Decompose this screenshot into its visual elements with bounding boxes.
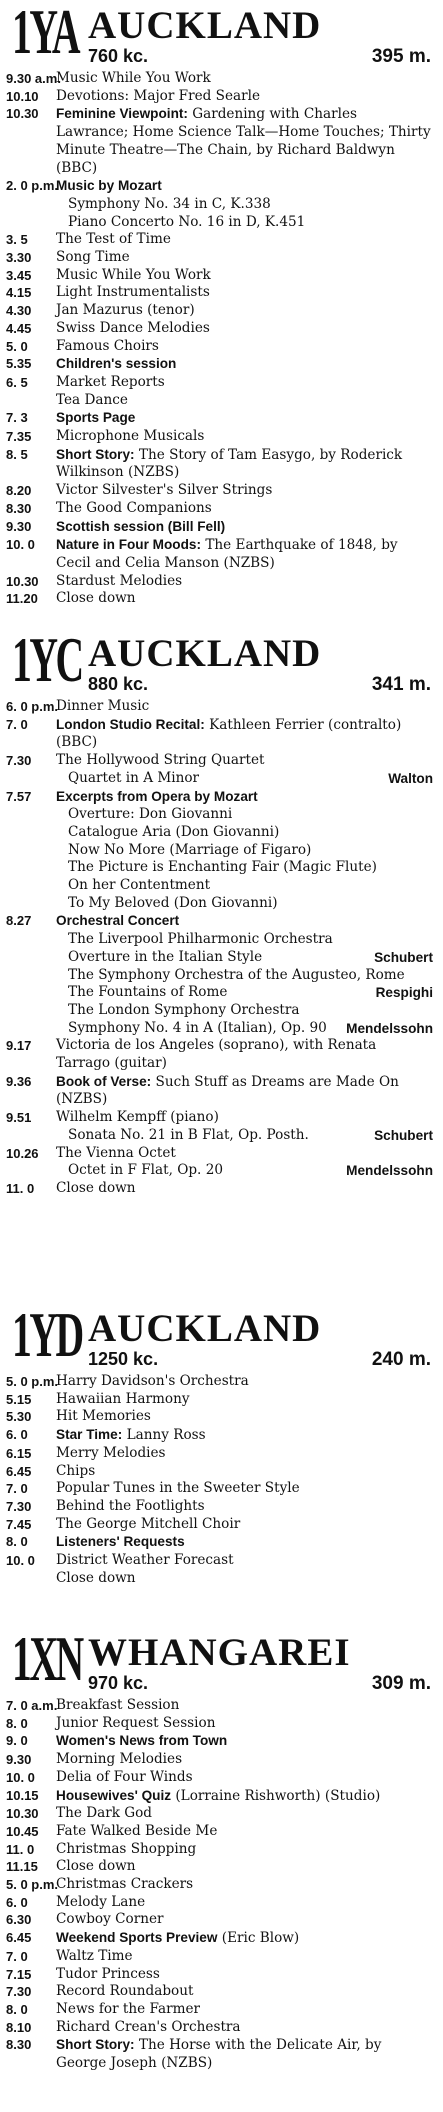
programme-time: 10. 0 (6, 1769, 35, 1785)
station-1yc (0, 624, 443, 1198)
programme-title: Delia of Four Winds (56, 1768, 193, 1785)
programme-item (0, 302, 443, 320)
programme-subitem (56, 770, 433, 788)
programme-subitem: The Liverpool Philharmonic Orchestra (68, 931, 333, 948)
work-title: Symphony No. 4 in A (Italian), Op. 90 (68, 1019, 327, 1036)
programme-item (0, 231, 443, 249)
programme-time: 7. 0 (6, 716, 28, 732)
programme-time: 4.45 (6, 320, 32, 336)
programme-item (0, 500, 443, 518)
programme-item (0, 177, 443, 231)
programme-item (0, 573, 443, 591)
station-header (0, 0, 443, 70)
programme-time: 7.30 (6, 1498, 32, 1514)
programme-time: 8.20 (6, 483, 32, 499)
programme-item (0, 788, 443, 913)
programme-title: Listeners' Requests (56, 1534, 185, 1550)
programme-title: Microphone Musicals (56, 428, 205, 445)
programme-time: 4.15 (6, 285, 32, 301)
station-city: WHANGAREI (88, 1631, 351, 1674)
programme-item (0, 2036, 443, 2072)
composer-name: Mendelssohn (346, 1020, 433, 1036)
programme-title: Close down (56, 1858, 136, 1875)
programme-subitem (56, 949, 433, 967)
programme-title: Children's session (56, 356, 177, 372)
programme-title: Behind the Footlights (56, 1497, 205, 1514)
programme-subitem: The Symphony Orchestra of the Augusteo, Rome (68, 966, 405, 983)
programme-item (0, 1823, 443, 1841)
composer-name: Schubert (374, 1127, 433, 1143)
station-wavelength: 395 m. (371, 46, 431, 67)
programme-item (0, 1983, 443, 2001)
programme-subitem: Overture: Don Giovanni (68, 806, 233, 823)
programme-time: 7. 3 (6, 410, 28, 426)
programme-title: Morning Melodies (56, 1751, 183, 1768)
programme-title: Song Time (56, 249, 130, 266)
programme-time: 8. 0 (6, 1715, 28, 1731)
programme-time: 7.30 (6, 1984, 32, 2000)
programme-title: Popular Tunes in the Sweeter Style (56, 1480, 300, 1497)
station-call-sign: 1YA (12, 0, 79, 67)
station-wavelength: 341 m. (371, 674, 431, 695)
programme-list (0, 1373, 443, 1587)
work-title: Octet in F Flat, Op. 20 (68, 1162, 224, 1179)
programme-time: 9.17 (6, 1038, 32, 1054)
programme-time: 7.30 (6, 753, 32, 769)
programme-title: Light Instrumentalists (56, 284, 210, 301)
programme-detail: The Earthquake of 1848, by Cecil and Celia Manson (NZBS) (56, 537, 398, 571)
programme-title: Music While You Work (56, 266, 211, 283)
programme-title: Wilhelm Kempff (piano) (56, 1109, 219, 1126)
programme-item (0, 1498, 443, 1516)
programme-list (0, 1697, 443, 2073)
station-wavelength: 240 m. (371, 1349, 431, 1370)
programme-item (0, 1911, 443, 1929)
programme-time: 10. 0 (6, 537, 35, 553)
programme-subitem: Piano Concerto No. 16 in D, K.451 (68, 213, 306, 230)
programme-time: 5. 0 p.m. (6, 1877, 59, 1893)
programme-item (0, 1787, 443, 1806)
programme-item (0, 1180, 443, 1198)
station-city: AUCKLAND (88, 632, 322, 675)
programme-time: 10.15 (6, 1787, 39, 1803)
programme-item (0, 1073, 443, 1109)
programme-time: 9.30 a.m. (6, 71, 61, 86)
programme-item (0, 1426, 443, 1445)
programme-subitem: Symphony No. 34 in C, K.338 (68, 195, 271, 212)
programme-time: 3.30 (6, 250, 32, 266)
programme-detail: Gardening with Charles Lawrance; Home Science Talk—Home Touches; Thirty Minute Theatre—The Chain, by Richard Baldwyn (BBC) (56, 106, 431, 176)
programme-title: Victoria de los Angeles (soprano), with Renata Tarrago (guitar) (56, 1037, 377, 1072)
station-call-sign: 1XN (12, 1623, 82, 1694)
programme-time: 10.10 (6, 88, 39, 104)
programme-title: The Hollywood String Quartet (56, 752, 265, 769)
programme-time: 8.30 (6, 2037, 32, 2053)
programme-title: Star Time: (56, 1427, 123, 1443)
programme-followup: Close down (56, 1569, 136, 1586)
programme-title: Hawaiian Harmony (56, 1390, 190, 1407)
programme-item (0, 1373, 443, 1391)
programme-title: Victor Silvester's Silver Strings (56, 482, 273, 499)
programme-title: Merry Melodies (56, 1444, 166, 1461)
programme-item (0, 1715, 443, 1733)
composer-name: Mendelssohn (346, 1163, 433, 1179)
programme-time: 11.20 (6, 591, 38, 607)
programme-time: 8. 0 (6, 2001, 28, 2017)
programme-time: 8. 0 (6, 1534, 28, 1550)
programme-title: Book of Verse: (56, 1073, 152, 1089)
programme-time: 4.30 (6, 303, 32, 319)
programme-item (0, 1037, 443, 1072)
programme-item (0, 912, 443, 1037)
programme-item (0, 1391, 443, 1409)
programme-time: 8. 5 (6, 446, 28, 462)
programme-title: Market Reports (56, 373, 165, 390)
programme-item (0, 338, 443, 356)
programme-title: Hit Memories (56, 1408, 151, 1425)
programme-time: 2. 0 p.m. (6, 178, 59, 194)
programme-title: Cowboy Corner (56, 1911, 164, 1928)
programme-time: 7. 0 (6, 1481, 28, 1497)
programme-time: 6. 0 p.m. (6, 699, 59, 714)
station-frequency: 970 kc. (88, 1673, 149, 1693)
programme-subitem (56, 1162, 433, 1180)
programme-title: Breakfast Session (56, 1697, 180, 1713)
programme-title: The Good Companions (56, 499, 212, 516)
station-1yd (0, 1299, 443, 1587)
programme-time: 9. 0 (6, 1733, 28, 1749)
programme-item (0, 1516, 443, 1534)
work-title: The Fountains of Rome (68, 984, 228, 1001)
programme-item (0, 1697, 443, 1715)
station-city: AUCKLAND (88, 1307, 322, 1350)
programme-time: 6.45 (6, 1930, 32, 1946)
composer-name: Respighi (375, 985, 433, 1001)
programme-subitem: To My Beloved (Don Giovanni) (68, 894, 278, 911)
programme-item (0, 374, 443, 409)
programme-title: Devotions: Major Fred Searle (56, 87, 261, 104)
programme-time: 7. 0 (6, 1948, 28, 1964)
programme-item (0, 249, 443, 267)
programme-time: 7.45 (6, 1516, 32, 1532)
programme-time: 6.15 (6, 1445, 32, 1461)
programme-detail: The Story of Tam Easygo, by Roderick Wilkinson (NZBS) (56, 446, 403, 481)
station-header (0, 624, 443, 698)
programme-time: 9.30 (6, 518, 32, 534)
programme-item (0, 446, 443, 482)
work-title: Overture in the Italian Style (68, 948, 263, 965)
programme-item (0, 1445, 443, 1463)
programme-subitem (56, 1127, 433, 1145)
programme-title: Scottish session (Bill Fell) (56, 518, 226, 534)
programme-item (0, 1408, 443, 1426)
programme-item (0, 1894, 443, 1912)
programme-detail: Lanny Ross (126, 1427, 206, 1444)
station-city: AUCKLAND (88, 4, 322, 47)
programme-title: Melody Lane (56, 1893, 146, 1910)
programme-subitem: The London Symphony Orchestra (68, 1001, 300, 1018)
work-title: Sonata No. 21 in B Flat, Op. Posth. (68, 1126, 309, 1143)
composer-name: Walton (388, 770, 433, 786)
programme-title: Music by Mozart (56, 178, 162, 194)
programme-item (0, 1109, 443, 1144)
station-1xn (0, 1623, 443, 2073)
programme-item (0, 70, 443, 88)
programme-time: 9.36 (6, 1073, 32, 1089)
programme-item (0, 267, 443, 285)
station-frequency: 760 kc. (88, 46, 149, 66)
programme-title: Famous Choirs (56, 337, 159, 354)
programme-item (0, 536, 443, 572)
programme-item (0, 1805, 443, 1823)
programme-title: Nature in Four Moods: (56, 537, 201, 553)
station-header (0, 1299, 443, 1373)
programme-item (0, 716, 443, 752)
programme-detail: (Eric Blow) (221, 1930, 300, 1947)
programme-list (0, 698, 443, 1198)
programme-time: 5.35 (6, 356, 32, 372)
programme-title: Harry Davidson's Orchestra (56, 1373, 249, 1389)
programme-time: 10.26 (6, 1145, 39, 1161)
programme-followup: Tea Dance (56, 391, 128, 408)
programme-item (0, 409, 443, 428)
programme-time: 6. 0 (6, 1427, 28, 1443)
programme-detail: Such Stuff as Dreams are Made On (NZBS) (56, 1073, 399, 1108)
programme-detail: (Lorraine Rishworth) (Studio) (175, 1787, 381, 1804)
programme-item (0, 355, 443, 374)
programme-title: Short Story: (56, 446, 135, 462)
programme-title: The Test of Time (56, 231, 171, 248)
station-call-sign: 1YD (12, 1299, 82, 1370)
programme-item (0, 1966, 443, 1984)
programme-subitem (56, 984, 433, 1002)
programme-title: Jan Mazurus (tenor) (56, 302, 195, 319)
programme-item (0, 518, 443, 537)
programme-time: 11.15 (6, 1859, 38, 1875)
station-call-sign: 1YC (12, 624, 82, 695)
programme-item (0, 590, 443, 608)
programme-item (0, 1948, 443, 1966)
programme-title: The Vienna Octet (56, 1144, 176, 1161)
programme-item (0, 284, 443, 302)
programme-title: District Weather Forecast (56, 1552, 234, 1569)
programme-title: Junior Request Session (56, 1714, 216, 1731)
programme-title: The George Mitchell Choir (56, 1515, 241, 1532)
composer-name: Schubert (374, 949, 433, 965)
programme-subitem: On her Contentment (68, 877, 211, 894)
programme-title: Weekend Sports Preview (56, 1930, 218, 1946)
programme-title: Dinner Music (56, 698, 150, 714)
programme-detail: Kathleen Ferrier (contralto) (BBC) (56, 716, 402, 751)
programme-item (0, 1145, 443, 1180)
programme-time: 7.35 (6, 429, 32, 445)
programme-list (0, 70, 443, 608)
programme-item (0, 428, 443, 446)
programme-title: Excerpts from Opera by Mozart (56, 788, 258, 804)
programme-title: Christmas Shopping (56, 1840, 197, 1857)
programme-time: 7.57 (6, 788, 32, 804)
programme-item (0, 1480, 443, 1498)
programme-subitem (56, 1020, 433, 1038)
station-wavelength: 309 m. (371, 1673, 431, 1694)
programme-title: Record Roundabout (56, 1983, 194, 2000)
programme-time: 8.10 (6, 2019, 32, 2035)
programme-item (0, 482, 443, 500)
programme-time: 10.30 (6, 573, 39, 589)
programme-item (0, 698, 443, 716)
programme-time: 10. 0 (6, 1553, 35, 1569)
programme-title: Fate Walked Beside Me (56, 1822, 218, 1839)
programme-title: Swiss Dance Melodies (56, 319, 210, 336)
programme-subitem: Now No More (Marriage of Figaro) (68, 841, 312, 858)
programme-title: Music While You Work (56, 70, 211, 86)
programme-item (0, 1463, 443, 1481)
programme-item (0, 752, 443, 787)
programme-time: 8.27 (6, 913, 32, 929)
programme-time: 6.30 (6, 1912, 32, 1928)
programme-item (0, 1769, 443, 1787)
programme-time: 6.45 (6, 1463, 32, 1479)
programme-detail: The Horse with the Delicate Air, by George Joseph (NZBS) (56, 2037, 382, 2072)
programme-time: 11. 0 (6, 1841, 35, 1857)
programme-item (0, 320, 443, 338)
programme-time: 6. 0 (6, 1894, 28, 1910)
programme-title: Short Story: (56, 2037, 135, 2053)
programme-time: 7.15 (6, 1966, 32, 1982)
station-header (0, 1623, 443, 1697)
programme-time: 8.30 (6, 500, 32, 516)
programme-time: 3. 5 (6, 232, 28, 248)
programme-time: 10.45 (6, 1823, 39, 1839)
programme-item (0, 2001, 443, 2019)
programme-subitem: The Picture is Enchanting Fair (Magic Flute) (68, 859, 377, 876)
programme-time: 10.30 (6, 106, 39, 122)
programme-time: 11. 0 (6, 1180, 35, 1196)
programme-time: 6. 5 (6, 374, 28, 390)
programme-time: 9.30 (6, 1752, 32, 1768)
programme-title: Chips (56, 1462, 96, 1479)
programme-item (0, 1841, 443, 1859)
programme-item (0, 1751, 443, 1769)
work-title: Quartet in A Minor (68, 769, 200, 786)
station-frequency: 880 kc. (88, 674, 149, 694)
programme-title: Christmas Crackers (56, 1876, 194, 1893)
programme-time: 5.15 (6, 1391, 32, 1407)
station-1ya (0, 0, 443, 608)
programme-item (0, 1858, 443, 1876)
programme-title: Richard Crean's Orchestra (56, 2018, 241, 2035)
programme-item (0, 1732, 443, 1751)
programme-time: 5. 0 p.m. (6, 1374, 59, 1389)
programme-title: Women's News from Town (56, 1733, 228, 1749)
programme-title: The Dark God (56, 1805, 152, 1822)
programme-time: 5. 0 (6, 338, 28, 354)
programme-item (0, 105, 443, 177)
programme-title: Tudor Princess (56, 1965, 160, 1982)
programme-subitem: Catalogue Aria (Don Giovanni) (68, 823, 280, 840)
programme-item (0, 88, 443, 106)
programme-item (0, 1876, 443, 1894)
programme-title: Close down (56, 590, 136, 607)
programme-title: Waltz Time (56, 1947, 133, 1964)
programme-title: Close down (56, 1179, 136, 1196)
programme-title: Housewives' Quiz (56, 1787, 172, 1803)
programme-item (0, 1929, 443, 1948)
station-frequency: 1250 kc. (88, 1349, 159, 1369)
programme-item (0, 2019, 443, 2037)
programme-time: 5.30 (6, 1409, 32, 1425)
programme-time: 3.45 (6, 267, 32, 283)
programme-item (0, 1533, 443, 1552)
programme-title: News for the Farmer (56, 2000, 201, 2017)
programme-title: Stardust Melodies (56, 572, 183, 589)
programme-time: 9.51 (6, 1110, 32, 1126)
programme-item (0, 1552, 443, 1587)
programme-title: Sports Page (56, 410, 136, 426)
programme-title: Feminine Viewpoint: (56, 106, 188, 122)
programme-title: Orchestral Concert (56, 913, 180, 929)
programme-title: London Studio Recital: (56, 716, 205, 732)
programme-time: 10.30 (6, 1806, 39, 1822)
programme-time: 7. 0 a.m. (6, 1698, 58, 1713)
